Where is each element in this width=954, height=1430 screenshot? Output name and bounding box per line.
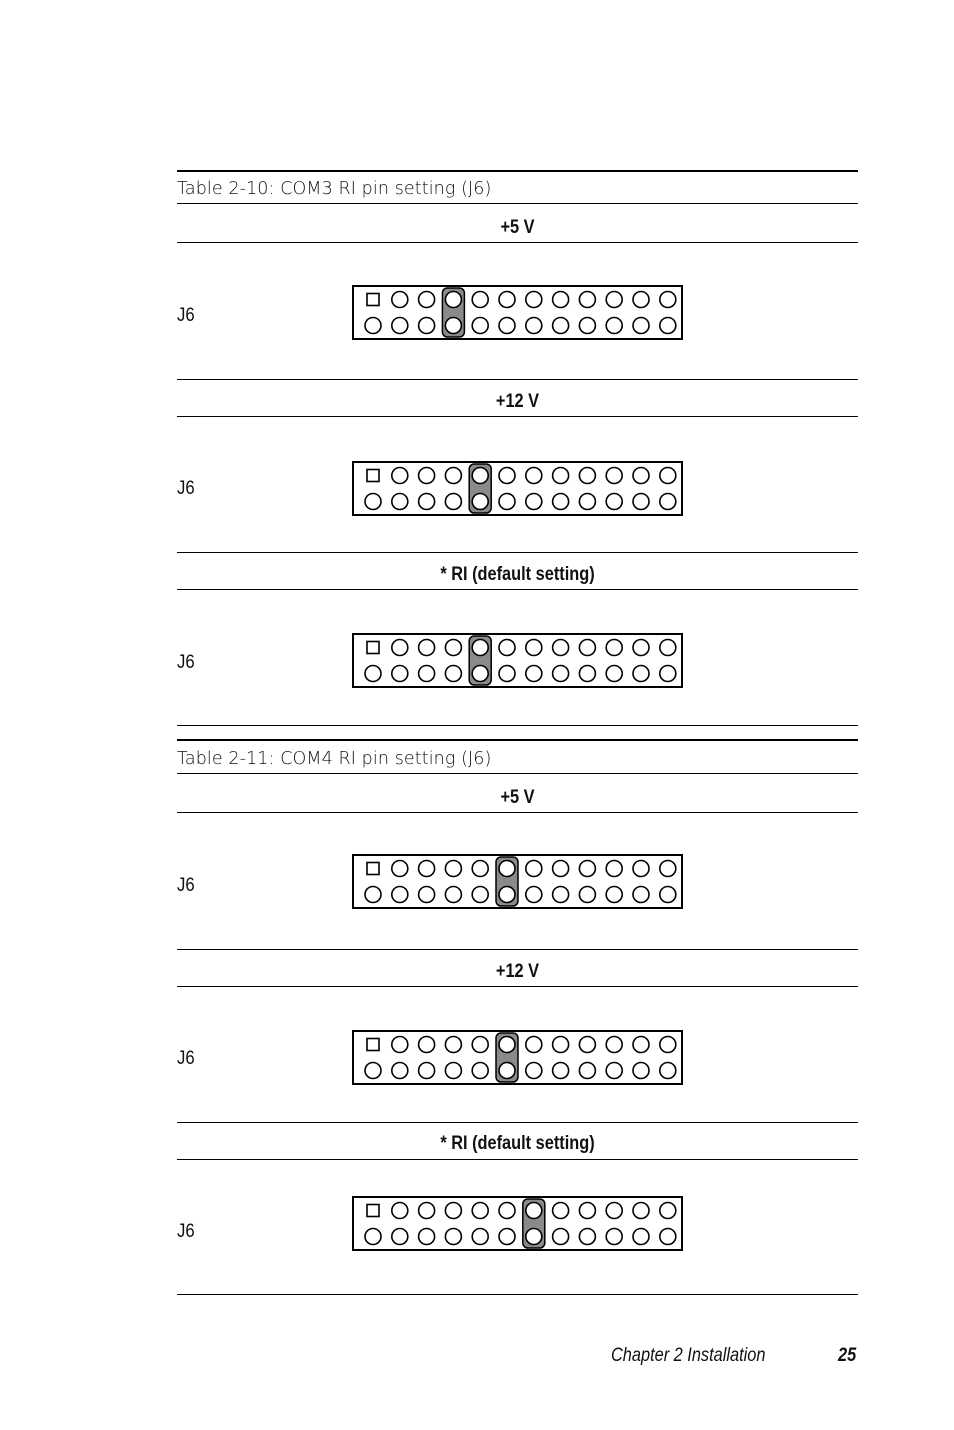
pin bbox=[633, 468, 649, 484]
pin bbox=[365, 1229, 381, 1245]
pin bbox=[526, 666, 542, 682]
table-title: Table 2-11: COM4 RI pin setting (J6) bbox=[177, 749, 492, 769]
pin bbox=[553, 666, 569, 682]
table-rule bbox=[177, 416, 858, 417]
pin bbox=[472, 887, 488, 903]
pin-header bbox=[354, 287, 681, 338]
pin bbox=[419, 292, 435, 308]
pin bbox=[553, 468, 569, 484]
table-rule bbox=[177, 812, 858, 813]
pin bbox=[553, 1037, 569, 1053]
jumper-label: J6 bbox=[177, 1048, 195, 1069]
pin bbox=[660, 318, 676, 334]
pin-1-square bbox=[367, 294, 379, 306]
pin-header bbox=[354, 635, 681, 686]
pin bbox=[445, 887, 461, 903]
pin bbox=[526, 1037, 542, 1053]
table-title: Table 2-10: COM3 RI pin setting (J6) bbox=[177, 179, 492, 199]
pin bbox=[660, 861, 676, 877]
pin bbox=[606, 861, 622, 877]
pin bbox=[579, 1063, 595, 1079]
pin bbox=[392, 1037, 408, 1053]
jumper-diagram bbox=[352, 854, 683, 909]
pin bbox=[633, 292, 649, 308]
pin bbox=[553, 292, 569, 308]
setting-header: +12 V bbox=[495, 391, 540, 412]
pin bbox=[445, 468, 461, 484]
pin bbox=[633, 318, 649, 334]
pin-header bbox=[354, 1032, 681, 1083]
pin bbox=[633, 887, 649, 903]
pin bbox=[606, 494, 622, 510]
pin bbox=[392, 666, 408, 682]
pin bbox=[606, 1037, 622, 1053]
pin bbox=[392, 1063, 408, 1079]
pin bbox=[392, 494, 408, 510]
pin bbox=[472, 666, 488, 682]
table-rule bbox=[177, 1159, 858, 1160]
pin bbox=[526, 1203, 542, 1219]
table-rule bbox=[177, 203, 858, 204]
pin bbox=[392, 318, 408, 334]
table-rule bbox=[177, 1294, 858, 1295]
pin bbox=[472, 494, 488, 510]
pin bbox=[419, 666, 435, 682]
pin bbox=[472, 318, 488, 334]
pin bbox=[633, 1037, 649, 1053]
pin bbox=[633, 1063, 649, 1079]
pin bbox=[365, 887, 381, 903]
setting-header: +5 V bbox=[500, 787, 535, 808]
pin bbox=[660, 1203, 676, 1219]
pin bbox=[526, 292, 542, 308]
pin bbox=[660, 1037, 676, 1053]
pin bbox=[660, 666, 676, 682]
pin bbox=[660, 1063, 676, 1079]
pin bbox=[445, 1203, 461, 1219]
pin bbox=[419, 861, 435, 877]
pin bbox=[499, 318, 515, 334]
pin bbox=[445, 318, 461, 334]
pin bbox=[499, 1063, 515, 1079]
pin bbox=[660, 494, 676, 510]
pin bbox=[472, 640, 488, 656]
pin bbox=[526, 640, 542, 656]
pin bbox=[419, 468, 435, 484]
pin bbox=[445, 1063, 461, 1079]
pin bbox=[633, 861, 649, 877]
pin bbox=[472, 1203, 488, 1219]
jumper-diagram bbox=[352, 1030, 683, 1085]
pin bbox=[553, 1203, 569, 1219]
setting-header: * RI (default setting) bbox=[440, 1133, 595, 1154]
pin bbox=[553, 640, 569, 656]
pin bbox=[579, 468, 595, 484]
pin bbox=[606, 1203, 622, 1219]
pin bbox=[445, 861, 461, 877]
pin bbox=[499, 494, 515, 510]
pin bbox=[526, 861, 542, 877]
pin bbox=[392, 887, 408, 903]
table-rule bbox=[177, 379, 858, 380]
pin bbox=[526, 318, 542, 334]
pin bbox=[606, 666, 622, 682]
table-rule bbox=[177, 986, 858, 987]
pin bbox=[660, 292, 676, 308]
pin bbox=[606, 1063, 622, 1079]
pin bbox=[392, 1203, 408, 1219]
pin bbox=[633, 1229, 649, 1245]
page-number: 25 bbox=[838, 1345, 857, 1366]
pin bbox=[579, 887, 595, 903]
pin bbox=[392, 861, 408, 877]
pin bbox=[499, 887, 515, 903]
pin bbox=[579, 1203, 595, 1219]
pin bbox=[472, 468, 488, 484]
pin bbox=[579, 666, 595, 682]
table-rule bbox=[177, 1122, 858, 1123]
pin-1-square bbox=[367, 470, 379, 482]
pin bbox=[553, 318, 569, 334]
pin bbox=[419, 494, 435, 510]
table-rule bbox=[177, 949, 858, 950]
pin bbox=[499, 1203, 515, 1219]
pin bbox=[606, 640, 622, 656]
pin bbox=[633, 640, 649, 656]
jumper-label: J6 bbox=[177, 875, 195, 896]
pin bbox=[606, 468, 622, 484]
table-rule bbox=[177, 725, 858, 726]
pin bbox=[472, 292, 488, 308]
pin bbox=[526, 1063, 542, 1079]
pin bbox=[419, 1203, 435, 1219]
pin bbox=[499, 1229, 515, 1245]
pin bbox=[392, 292, 408, 308]
pin bbox=[606, 292, 622, 308]
pin bbox=[606, 887, 622, 903]
pin bbox=[392, 640, 408, 656]
jumper-diagram bbox=[352, 633, 683, 688]
pin bbox=[499, 640, 515, 656]
pin bbox=[445, 292, 461, 308]
pin bbox=[419, 318, 435, 334]
pin bbox=[365, 494, 381, 510]
table-rule bbox=[177, 773, 858, 774]
jumper-diagram bbox=[352, 285, 683, 340]
pin bbox=[606, 1229, 622, 1245]
pin bbox=[660, 468, 676, 484]
pin bbox=[365, 666, 381, 682]
pin bbox=[365, 1063, 381, 1079]
pin-header bbox=[354, 463, 681, 514]
table-top-rule bbox=[177, 739, 858, 741]
pin bbox=[526, 887, 542, 903]
pin bbox=[445, 640, 461, 656]
pin bbox=[579, 318, 595, 334]
pin bbox=[579, 494, 595, 510]
pin bbox=[445, 666, 461, 682]
setting-header: +5 V bbox=[500, 217, 535, 238]
table-rule bbox=[177, 242, 858, 243]
pin-header bbox=[354, 856, 681, 907]
pin bbox=[633, 1203, 649, 1219]
setting-header: * RI (default setting) bbox=[440, 564, 595, 585]
pin bbox=[419, 1063, 435, 1079]
pin-1-square bbox=[367, 1205, 379, 1217]
pin bbox=[553, 1229, 569, 1245]
pin bbox=[472, 1229, 488, 1245]
pin bbox=[526, 468, 542, 484]
pin bbox=[419, 1229, 435, 1245]
pin bbox=[553, 1063, 569, 1079]
pin bbox=[419, 887, 435, 903]
pin bbox=[419, 1037, 435, 1053]
jumper-label: J6 bbox=[177, 478, 195, 499]
pin bbox=[579, 1037, 595, 1053]
pin bbox=[499, 292, 515, 308]
pin bbox=[419, 640, 435, 656]
pin bbox=[499, 1037, 515, 1053]
pin bbox=[445, 494, 461, 510]
jumper-label: J6 bbox=[177, 1221, 195, 1242]
jumper-diagram bbox=[352, 461, 683, 516]
pin-1-square bbox=[367, 863, 379, 875]
pin-1-square bbox=[367, 1039, 379, 1051]
pin-header bbox=[354, 1198, 681, 1249]
pin bbox=[445, 1037, 461, 1053]
pin bbox=[526, 1229, 542, 1245]
pin bbox=[579, 1229, 595, 1245]
table-rule bbox=[177, 589, 858, 590]
table-top-rule bbox=[177, 170, 858, 172]
pin bbox=[579, 292, 595, 308]
pin bbox=[579, 640, 595, 656]
pin bbox=[472, 1063, 488, 1079]
table-rule bbox=[177, 552, 858, 553]
pin bbox=[633, 494, 649, 510]
pin bbox=[633, 666, 649, 682]
pin bbox=[660, 887, 676, 903]
footer-chapter: Chapter 2 Installation bbox=[611, 1345, 766, 1366]
pin bbox=[579, 861, 595, 877]
pin bbox=[660, 1229, 676, 1245]
pin bbox=[499, 861, 515, 877]
pin bbox=[606, 318, 622, 334]
pin bbox=[553, 861, 569, 877]
jumper-label: J6 bbox=[177, 652, 195, 673]
pin bbox=[499, 666, 515, 682]
pin bbox=[392, 1229, 408, 1245]
jumper-diagram bbox=[352, 1196, 683, 1251]
pin-1-square bbox=[367, 642, 379, 654]
pin bbox=[526, 494, 542, 510]
pin bbox=[472, 861, 488, 877]
pin bbox=[365, 318, 381, 334]
jumper-label: J6 bbox=[177, 305, 195, 326]
pin bbox=[499, 468, 515, 484]
pin bbox=[553, 494, 569, 510]
pin bbox=[472, 1037, 488, 1053]
pin bbox=[445, 1229, 461, 1245]
pin bbox=[392, 468, 408, 484]
pin bbox=[660, 640, 676, 656]
setting-header: +12 V bbox=[495, 961, 540, 982]
pin bbox=[553, 887, 569, 903]
